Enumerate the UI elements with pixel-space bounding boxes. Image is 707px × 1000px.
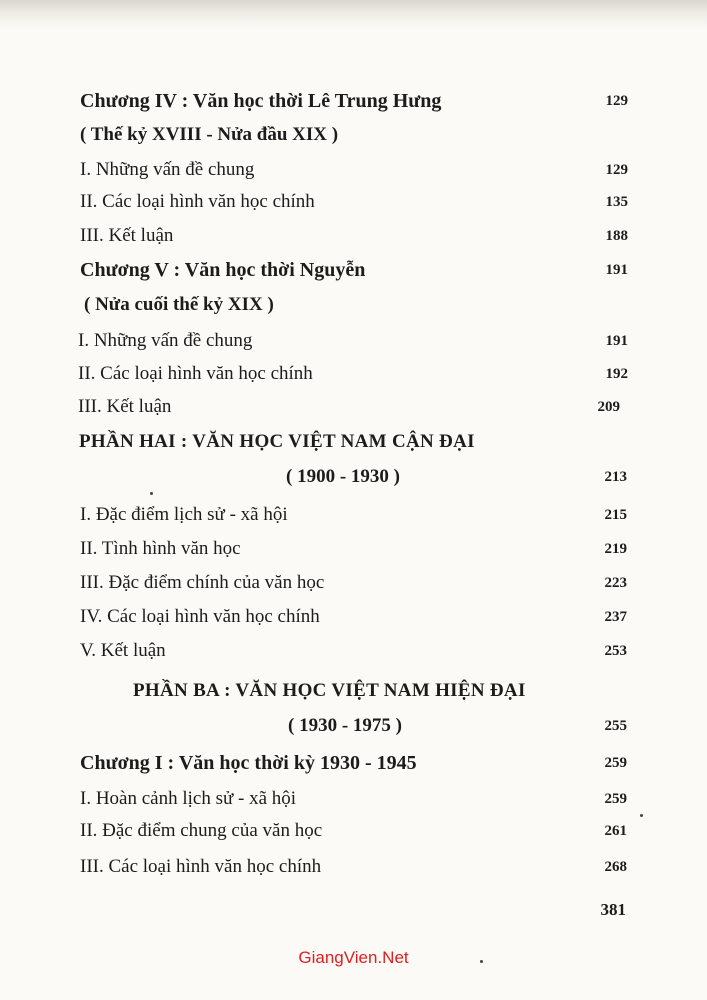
toc-chapter [0,86,707,116]
toc-entry-title: V. Kết luận [80,640,166,661]
toc-entry-title: ( Thế kỷ XVIII - Nửa đầu XIX ) [80,124,339,145]
print-speck [150,492,153,495]
toc-entry-page-number: 209 [597,399,620,415]
toc-entry-title: II. Tình hình văn học [80,538,241,559]
toc-entry-page-number: 213 [604,469,627,485]
toc-part [0,427,707,457]
toc-entry-title: III. Đặc điểm chính của văn học [80,572,325,593]
toc-chapter [0,255,707,285]
toc-entry-title: I. Những vấn đề chung [80,159,255,180]
watermark: GiangVien.Net [298,948,409,967]
toc-entry-page-number: 215 [604,507,627,523]
toc-entry-title: Chương IV : Văn học thời Lê Trung Hưng [80,90,442,112]
toc-entry-page-number: 191 [605,333,628,349]
toc-item [0,187,707,217]
toc-entry-title: ( 1930 - 1975 ) [288,715,402,736]
toc-item [0,500,707,530]
toc-entry-page-number: 223 [604,575,627,591]
toc-entry-title: I. Đặc điểm lịch sử - xã hội [80,504,288,525]
toc-entry-page-number: 237 [604,609,627,625]
toc-entry-title: ( Nửa cuối thế kỷ XIX ) [84,294,274,315]
toc-part [0,676,707,706]
toc-item [0,326,707,356]
toc-item [0,359,707,389]
toc-item [0,155,707,185]
toc-entry-page-number: 268 [604,859,627,875]
toc-entry-title: IV. Các loại hình văn học chính [80,606,320,627]
toc-entry-title: Chương V : Văn học thời Nguyễn [80,259,366,281]
toc-entry-page-number: 259 [604,791,627,807]
toc-item [0,221,707,251]
toc-chapter [0,748,707,778]
toc-entry-title: II. Đặc điểm chung của văn học [80,820,323,841]
toc-item [0,852,707,882]
toc-entry-page-number: 255 [604,718,627,734]
toc-entry-page-number: 191 [605,262,628,278]
toc-entry-title: Chương I : Văn học thời kỳ 1930 - 1945 [80,752,417,774]
toc-entry-title: III. Các loại hình văn học chính [80,856,322,877]
toc-item [0,568,707,598]
toc-entry-title: PHẦN HAI : VĂN HỌC VIỆT NAM CẬN ĐẠI [79,431,475,452]
toc-entry-title: I. Hoàn cảnh lịch sử - xã hội [80,788,297,809]
page-edge-shadow [0,0,707,30]
toc-item [0,392,707,422]
toc-subtitle [0,290,707,320]
toc-entry-page-number: 253 [604,643,627,659]
toc-entry-page-number: 192 [605,366,628,382]
toc-entry-title: II. Các loại hình văn học chính [78,363,313,384]
toc-entry-title: III. Kết luận [80,225,174,246]
toc-entry-page-number: 259 [604,755,627,771]
toc-entry-title: ( 1900 - 1930 ) [286,466,400,487]
toc-entry-title: I. Những vấn đề chung [78,330,253,351]
toc-entry-page-number: 219 [604,541,627,557]
toc-item [0,784,707,814]
toc-item [0,602,707,632]
toc-entry-page-number: 135 [605,194,628,210]
toc-item [0,636,707,666]
toc-subtitle [0,462,707,492]
toc-entry-title: II. Các loại hình văn học chính [80,191,315,212]
toc-entry-title: III. Kết luận [78,396,172,417]
toc-entry-page-number: 129 [605,162,628,178]
page-number: 381 [600,900,626,919]
toc-subtitle [0,120,707,150]
toc-item [0,534,707,564]
toc-item [0,816,707,846]
toc-entry-title: PHẦN BA : VĂN HỌC VIỆT NAM HIỆN ĐẠI [133,680,526,701]
toc-subtitle [0,711,707,741]
print-speck [640,814,643,817]
toc-entry-page-number: 188 [605,228,628,244]
toc-entry-page-number: 261 [604,823,627,839]
toc-entry-page-number: 129 [605,93,628,109]
